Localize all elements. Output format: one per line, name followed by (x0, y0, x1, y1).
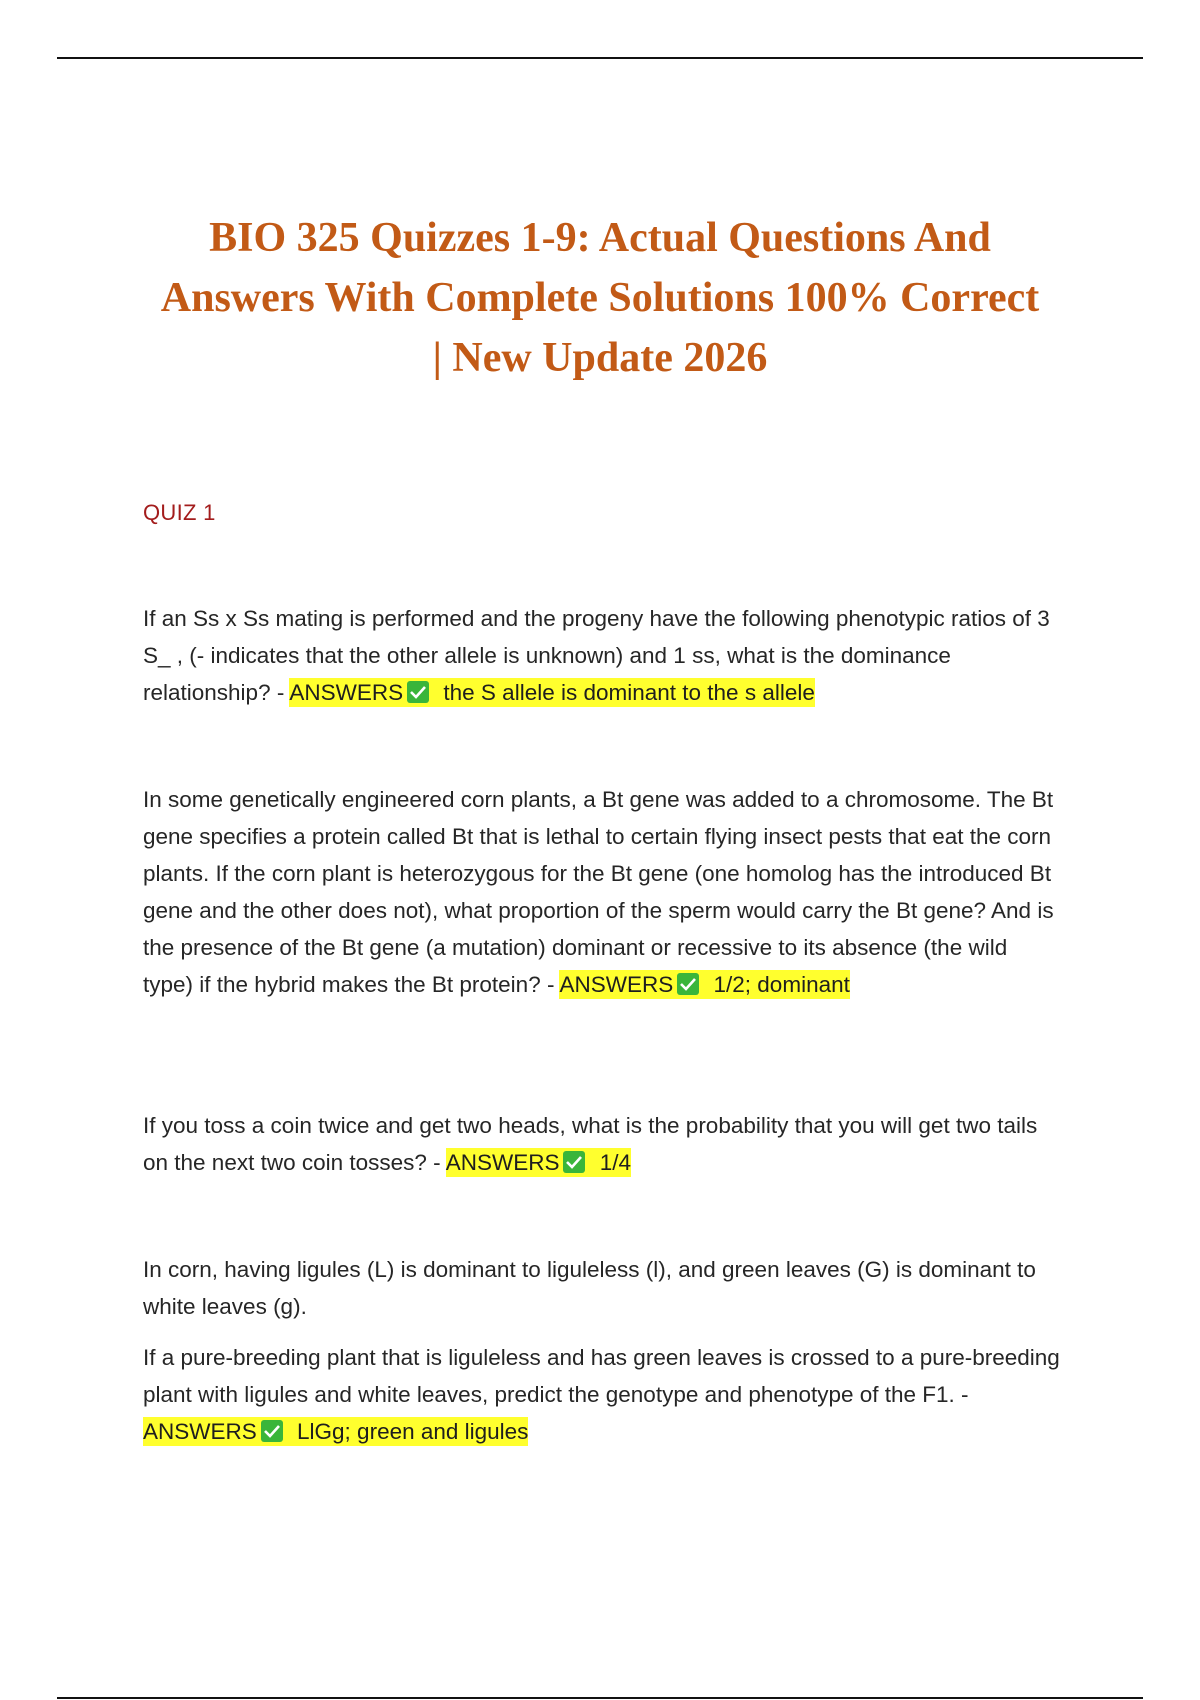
question-paragraph (143, 1339, 1063, 1450)
separator: - (954, 1382, 969, 1407)
check-mark-icon (407, 681, 429, 703)
question-block (143, 1251, 1063, 1450)
separator: - (426, 1150, 446, 1175)
question-block (143, 781, 1063, 1003)
check-mark-icon (677, 973, 699, 995)
answer-text: the S allele is dominant to the s allele (443, 680, 815, 705)
answer-text: 1/4 (599, 1150, 631, 1175)
question-paragraph (143, 781, 1063, 1003)
section-label: QUIZ 1 (143, 500, 216, 525)
separator: - (270, 680, 290, 705)
answer-marker: ANSWERS (143, 1419, 257, 1444)
answer-text: 1/2; dominant (713, 972, 850, 997)
bottom-rule (57, 1697, 1143, 1699)
answer-text: LlGg; green and ligules (297, 1419, 529, 1444)
question-text: If you toss a coin twice and get two heads, what is the probability that you will get two tails on the next two coin tosses? (143, 1113, 1038, 1175)
separator: - (540, 972, 560, 997)
answer-marker: ANSWERS (445, 1150, 560, 1175)
title-line: Answers With Complete Solutions 100% Correct (160, 275, 1040, 321)
check-mark-icon (261, 1420, 283, 1442)
answer-marker: ANSWERS (559, 972, 674, 997)
question-block (143, 1107, 1063, 1181)
question-text: In some genetically engineered corn plants, a Bt gene was added to a chromosome. The Bt gene specifies a protein called Bt that is lethal to certain flying insect pests that eat the corn plants. If the corn plant is heterozygous for the Bt gene (one homolog has the introduced Bt gene and the other does not), what proportion of the sperm would carry the Bt gene? And is the presence of the Bt gene (a mutation) dominant or recessive to its absence (the wild type) if the hybrid makes the Bt protein? (143, 787, 1054, 997)
question-paragraph (143, 600, 1063, 711)
answer-highlight (446, 1148, 631, 1177)
answer-highlight (289, 678, 815, 707)
answer-marker: ANSWERS (289, 680, 404, 705)
answer-highlight (559, 970, 849, 999)
question-paragraph (143, 1107, 1063, 1181)
question-block (143, 600, 1063, 711)
question-text: If an Ss x Ss mating is performed and the progeny have the following phenotypic ratios of 3 S_ , (- indicates that the other allele is unknown) and 1 ss, what is the dominance relationship? (143, 606, 1050, 705)
check-mark-icon (563, 1151, 585, 1173)
top-rule (57, 57, 1143, 59)
document-title (110, 208, 1090, 388)
question-text: If a pure-breeding plant that is liguleless and has green leaves is crossed to a pure-breeding plant with ligules and white leaves, predict the genotype and phenotype of the F1. (143, 1345, 1060, 1407)
question-intro: In corn, having ligules (L) is dominant to liguleless (l), and green leaves (G) is dominant to white leaves (g). (143, 1257, 1036, 1319)
title-line: BIO 325 Quizzes 1-9: Actual Questions And (209, 215, 991, 261)
answer-highlight (143, 1417, 528, 1446)
title-line: | New Update 2026 (432, 335, 768, 381)
